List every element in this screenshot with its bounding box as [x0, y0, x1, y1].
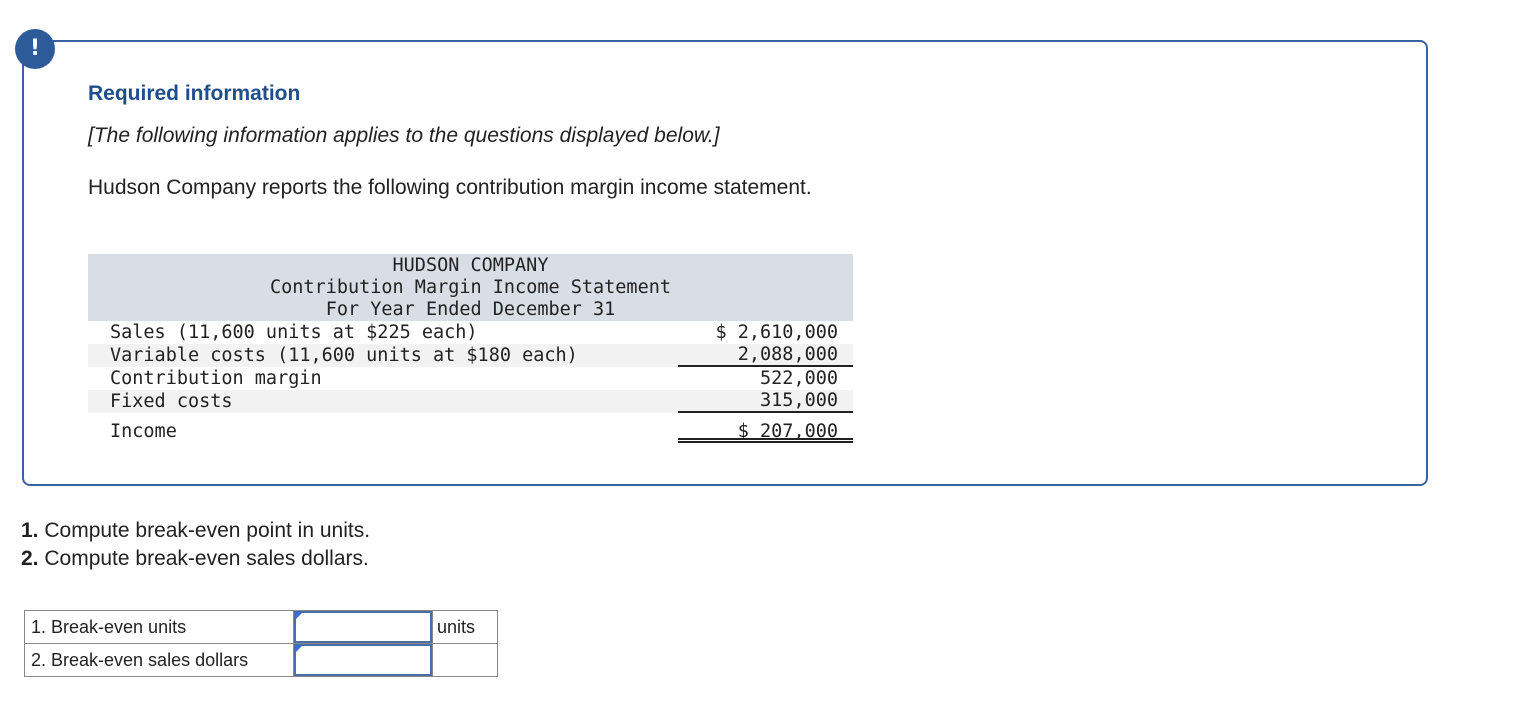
statement-row-income	[88, 413, 853, 445]
answer-input-cell	[294, 644, 433, 677]
statement-name: Contribution Margin Income Statement	[270, 277, 671, 298]
row-amount: $ 2,610,000	[715, 322, 838, 343]
row-label: Income	[110, 421, 177, 442]
alert-icon: !	[15, 29, 55, 69]
statement-row-sales	[88, 321, 853, 344]
question-number: 2.	[21, 547, 39, 570]
question-text: Compute break-even point in units.	[38, 519, 371, 542]
answer-label: 1. Break-even units	[25, 611, 294, 644]
question-list	[21, 517, 370, 573]
answer-label: 2. Break-even sales dollars	[25, 644, 294, 677]
row-amount: 522,000	[760, 368, 838, 389]
statement-row-variable-costs	[88, 344, 853, 367]
row-label: Sales (11,600 units at $225 each)	[110, 322, 478, 343]
row-label: Variable costs (11,600 units at $180 each)	[110, 345, 578, 366]
answer-table	[24, 610, 498, 677]
row-label: Contribution margin	[110, 368, 322, 389]
statement-company: HUDSON COMPANY	[392, 255, 549, 276]
answer-row-break-even-units	[25, 611, 498, 644]
statement-period: For Year Ended December 31	[325, 299, 616, 320]
statement-header	[88, 254, 853, 321]
required-information-title: Required information	[88, 82, 301, 105]
row-amount: 2,088,000	[678, 344, 853, 367]
question-item	[21, 545, 370, 573]
break-even-units-input[interactable]	[294, 611, 432, 643]
break-even-sales-dollars-input[interactable]	[294, 644, 432, 676]
required-information-panel	[22, 40, 1428, 486]
income-statement	[88, 254, 853, 445]
info-note: [The following information applies to the questions displayed below.]	[88, 124, 720, 147]
question-number: 1.	[21, 519, 39, 542]
row-amount: 315,000	[678, 390, 853, 413]
row-label: Fixed costs	[110, 391, 233, 412]
question-item	[21, 517, 370, 545]
row-amount: $ 207,000	[678, 413, 853, 443]
info-intro: Hudson Company reports the following contribution margin income statement.	[88, 176, 812, 199]
answer-input-cell	[294, 611, 433, 644]
statement-row-contribution-margin	[88, 367, 853, 390]
answer-row-break-even-sales-dollars	[25, 644, 498, 677]
answer-unit: units	[433, 611, 498, 644]
answer-unit	[433, 644, 498, 677]
statement-row-fixed-costs	[88, 390, 853, 413]
question-text: Compute break-even sales dollars.	[38, 547, 369, 570]
